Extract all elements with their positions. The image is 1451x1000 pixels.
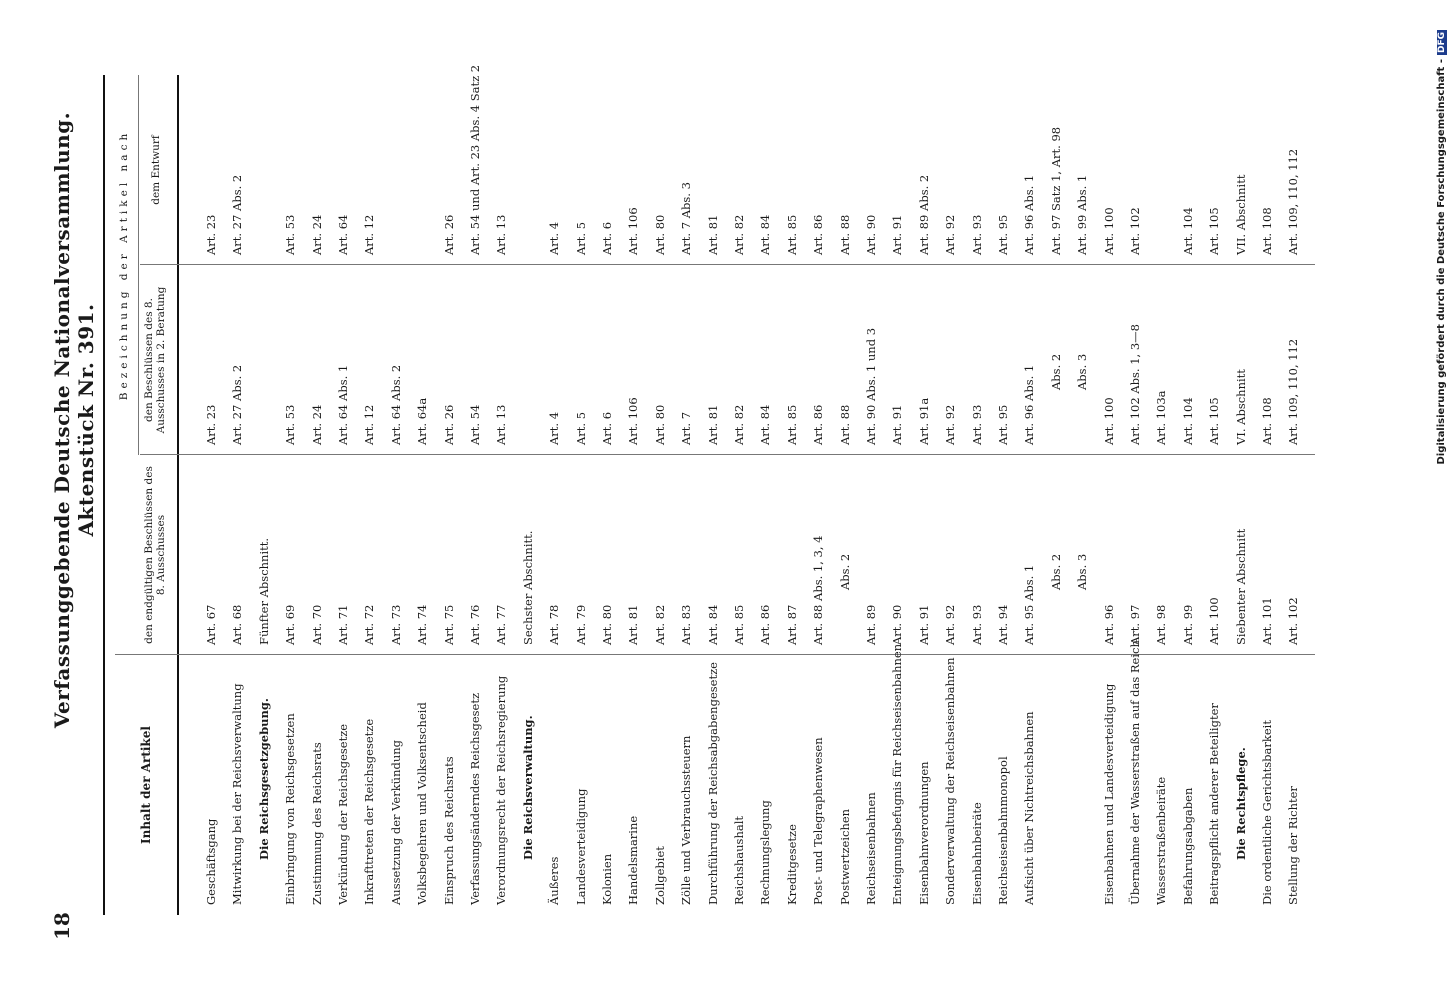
table-row [627,0,651,1000]
row-entwurf: Art. 85 [784,214,799,255]
row-endgueltig: Art. 69 [283,604,298,645]
row-endgueltig: Art. 87 [784,604,799,645]
row-2-beratung: Art. 24 [309,404,324,445]
row-2-beratung: VI. Abschnitt [1233,369,1248,445]
table-row [231,0,255,1000]
row-endgueltig: Art. 96 [1101,604,1116,645]
row-inhalt: Beitragspflicht anderer Beteiligter [1207,703,1222,905]
row-inhalt: Die Rechtspflege. [1233,747,1248,860]
row-entwurf: Art. 92 [943,214,958,255]
row-2-beratung: Art. 95 [996,404,1010,445]
row-inhalt: Inkrafttreten der Reichsgesetze [362,718,377,905]
page-number: 18 [50,912,74,940]
row-entwurf: Art. 106 [626,207,641,255]
table-row [1287,0,1311,1000]
row-entwurf: Art. 84 [758,214,773,255]
row-endgueltig: Art. 94 [996,604,1010,645]
row-2-beratung: Art. 109, 110, 112 [1286,338,1301,445]
row-2-beratung: Art. 106 [626,397,641,445]
row-endgueltig: Art. 70 [309,604,324,645]
table-row [707,0,731,1000]
row-inhalt: Die Reichsgesetzgebung. [256,698,271,860]
row-endgueltig: Art. 80 [600,604,614,645]
row-2-beratung: Art. 23 [204,404,218,445]
table-row [469,0,493,1000]
row-2-beratung: Art. 12 [362,404,377,445]
dfg-logo: DFG [1437,32,1447,54]
table-row [1261,0,1285,1000]
row-endgueltig: Abs. 3 [1075,553,1090,590]
row-entwurf: Art. 95 [996,214,1010,255]
row-endgueltig: Art. 79 [573,604,588,645]
table-row [759,0,783,1000]
row-2-beratung: Art. 92 [943,404,958,445]
row-inhalt: Einspruch des Reichsrats [441,756,456,905]
row-entwurf: Art. 88 [837,214,852,255]
row-2-beratung: Art. 81 [705,404,720,445]
row-endgueltig: Art. 73 [388,604,403,645]
table-row [1235,0,1259,1000]
table-row [575,0,599,1000]
column-header-entwurf: dem Entwurf [150,135,162,205]
row-inhalt: Postwertzeichen [837,808,852,905]
row-entwurf: Art. 7 Abs. 3 [679,182,694,255]
row-inhalt: Befahrungsabgaben [1180,787,1195,905]
row-inhalt: Sonderverwaltung der Reichseisenbahnen [943,657,958,905]
row-2-beratung: Art. 86 [811,404,826,445]
table-row [495,0,519,1000]
row-endgueltig: Art. 68 [230,604,245,645]
table-row [548,0,572,1000]
row-inhalt: Zustimmung des Reichsrats [309,742,324,905]
row-entwurf: Art. 6 [600,221,614,255]
table-row [997,0,1021,1000]
table-row [1050,0,1074,1000]
row-2-beratung: Art. 54 [468,404,482,445]
row-entwurf: Art. 23 [204,214,218,255]
row-2-beratung: Art. 64 Abs. 1 [336,364,350,445]
row-endgueltig: Art. 97 [1128,604,1142,645]
row-endgueltig: Art. 67 [204,604,218,645]
table-row [284,0,308,1000]
row-2-beratung: Art. 82 [732,404,746,445]
row-entwurf: Art. 99 Abs. 1 [1075,174,1090,255]
page-title: Verfassunggebende Deutsche Nationalversammlung. Aktenstück Nr. 391. [50,111,98,729]
row-2-beratung: Art. 26 [441,404,456,445]
row-2-beratung: Art. 91a [916,397,931,445]
row-entwurf: Art. 54 und Art. 23 Abs. 4 Satz 2 [468,64,482,255]
row-endgueltig: Fünfter Abschnitt. [256,537,271,645]
row-endgueltig: Art. 93 [969,604,984,645]
row-entwurf: Art. 89 Abs. 2 [916,174,931,255]
row-inhalt: Die Reichsverwaltung. [520,715,535,860]
row-endgueltig: Art. 77 [494,604,509,645]
row-inhalt: Die ordentliche Gerichtsbarkeit [1260,720,1274,905]
row-2-beratung: Art. 108 [1260,397,1274,445]
table-row [812,0,836,1000]
row-inhalt: Verordnungsrecht der Reichsregierung [494,675,509,905]
row-inhalt: Durchführung der Reichsabgabengesetze [705,662,720,905]
row-2-beratung: Art. 91 [890,404,905,445]
row-inhalt: Reichseisenbahnmonopol [996,756,1010,905]
row-2-beratung: Art. 90 Abs. 1 und 3 [864,327,878,445]
row-inhalt: Kreditgesetze [784,824,799,905]
row-entwurf: Art. 102 [1128,207,1142,255]
row-inhalt: Übernahme der Wasserstraßen auf das Reich [1128,640,1142,905]
row-entwurf: Art. 93 [969,214,984,255]
column-header-endgueltig: den endgültigen Beschlüssen des 8. Ausschusses [143,466,167,644]
table-row [390,0,414,1000]
row-inhalt: Eisenbahnbeiräte [969,802,984,905]
row-endgueltig: Abs. 2 [837,553,852,590]
row-inhalt: Eisenbahnverordnungen [916,761,931,905]
table-row [1076,0,1100,1000]
row-endgueltig: Art. 90 [890,604,905,645]
table-row [944,0,968,1000]
row-2-beratung: Art. 96 Abs. 1 [1022,364,1037,445]
row-inhalt: Reichseisenbahnen [864,792,878,905]
row-inhalt: Handelsmarine [626,815,641,905]
row-2-beratung: Art. 13 [494,404,509,445]
row-endgueltig: Art. 100 [1207,597,1222,645]
table-row [654,0,678,1000]
row-inhalt: Äußeres [547,856,562,905]
table-row [1155,0,1179,1000]
table-row [1103,0,1127,1000]
row-entwurf: Art. 64 [336,214,350,255]
table-row [443,0,467,1000]
row-inhalt: Kolonien [600,853,614,905]
row-inhalt: Stellung der Richter [1286,786,1301,905]
row-endgueltig: Art. 89 [864,604,878,645]
row-endgueltig: Art. 102 [1286,597,1301,645]
row-endgueltig: Art. 85 [732,604,746,645]
row-endgueltig: Abs. 2 [1048,553,1063,590]
row-2-beratung: Art. 93 [969,404,984,445]
row-2-beratung: Art. 4 [547,411,562,445]
table-row [337,0,361,1000]
side-note [1415,30,1447,750]
row-2-beratung: Art. 102 Abs. 1, 3—8 [1128,324,1142,445]
row-2-beratung: Art. 85 [784,404,799,445]
row-inhalt: Zollgebiet [652,846,667,905]
row-endgueltig: Sechster Abschnitt. [520,530,535,645]
table-row [1182,0,1206,1000]
row-inhalt: Rechnungslegung [758,800,773,905]
row-inhalt: Zölle und Verbrauchssteuern [679,735,694,905]
row-endgueltig: Art. 81 [626,604,641,645]
row-2-beratung: Art. 80 [652,404,667,445]
row-2-beratung: Art. 5 [573,411,588,445]
row-inhalt: Verkündung der Reichsgesetze [336,723,350,905]
row-2-beratung: Art. 64 Abs. 2 [388,364,403,445]
row-entwurf: Art. 109, 110, 112 [1286,148,1301,255]
table-row [205,0,229,1000]
row-entwurf: Art. 91 [890,214,905,255]
row-2-beratung: Art. 88 [837,404,852,445]
row-entwurf: Art. 96 Abs. 1 [1022,174,1037,255]
row-endgueltig: Art. 74 [415,604,430,645]
row-endgueltig: Art. 95 Abs. 1 [1022,564,1037,645]
row-endgueltig: Art. 84 [705,604,720,645]
row-2-beratung: Art. 27 Abs. 2 [230,364,245,445]
table-row [680,0,704,1000]
table-row [733,0,757,1000]
row-endgueltig: Art. 101 [1260,597,1274,645]
row-inhalt: Aufsicht über Nichtreichsbahnen [1022,711,1037,905]
row-inhalt: Wasserstraßenbeiräte [1154,776,1169,905]
table-row [363,0,387,1000]
row-entwurf: Art. 4 [547,221,562,255]
row-endgueltig: Art. 86 [758,604,773,645]
table-row [258,0,282,1000]
row-endgueltig: Art. 83 [679,604,694,645]
row-entwurf: Art. 100 [1101,207,1116,255]
row-endgueltig: Siebenter Abschnitt [1233,528,1248,645]
column-header-group: Bezeichnung der Artikel nach [118,129,130,401]
table-row [865,0,889,1000]
row-2-beratung: Art. 7 [679,411,694,445]
row-entwurf: Art. 24 [309,214,324,255]
row-endgueltig: Art. 78 [547,604,562,645]
table-row [416,0,440,1000]
table-row [601,0,625,1000]
group-header-rule [138,75,139,455]
row-entwurf: Art. 27 Abs. 2 [230,174,245,255]
row-entwurf: Art. 53 [283,214,298,255]
row-entwurf: Art. 5 [573,221,588,255]
row-entwurf: Art. 104 [1180,207,1195,255]
table-row [311,0,335,1000]
row-2-beratung: Art. 53 [283,404,298,445]
row-endgueltig: Art. 91 [916,604,931,645]
row-inhalt: Einbringung von Reichsgesetzen [283,713,298,905]
column-header-rule [177,75,179,915]
row-entwurf: Art. 90 [864,214,878,255]
row-endgueltig: Art. 88 Abs. 1, 3, 4 [811,535,826,645]
row-inhalt: Aussetzung der Verkündung [388,739,403,905]
table-row [1023,0,1047,1000]
row-inhalt: Post- und Telegraphenwesen [811,737,826,905]
row-endgueltig: Art. 72 [362,604,377,645]
row-entwurf: Art. 26 [441,214,456,255]
row-endgueltig: Art. 82 [652,604,667,645]
row-inhalt: Eisenbahnen und Landesverteidigung [1101,683,1116,905]
table-row [522,0,546,1000]
row-entwurf: Art. 81 [705,214,720,255]
column-header-2-beratung: den Beschlüssen des 8. Ausschusses in 2. Beratung [143,286,167,434]
row-2-beratung: Abs. 3 [1075,353,1090,390]
row-entwurf: Art. 80 [652,214,667,255]
row-endgueltig: Art. 99 [1180,604,1195,645]
row-inhalt: Reichshaushalt [732,815,746,905]
row-inhalt: Geschäftsgang [204,818,218,905]
row-entwurf: Art. 105 [1207,207,1222,255]
column-header-inhalt: Inhalt der Artikel [139,726,153,844]
row-2-beratung: Art. 103a [1154,390,1169,445]
row-endgueltig: Art. 98 [1154,604,1169,645]
header-rule [103,75,105,915]
page-header [50,60,98,940]
row-2-beratung: Abs. 2 [1048,353,1063,390]
row-2-beratung: Art. 6 [600,411,614,445]
row-entwurf: Art. 97 Satz 1, Art. 98 [1048,126,1063,255]
row-inhalt: Enteignungsbefugnis für Reichseisenbahnen [890,643,905,905]
table-row [971,0,995,1000]
row-inhalt: Verfassungsänderndes Reichsgesetz [468,692,482,905]
row-entwurf: Art. 13 [494,214,509,255]
row-entwurf: VII. Abschnitt [1233,174,1248,255]
row-endgueltig: Art. 76 [468,604,482,645]
row-2-beratung: Art. 100 [1101,397,1116,445]
row-entwurf: Art. 108 [1260,207,1274,255]
row-entwurf: Art. 12 [362,214,377,255]
row-2-beratung: Art. 64a [415,397,430,445]
row-endgueltig: Art. 71 [336,604,350,645]
row-inhalt: Landesverteidigung [573,788,588,905]
row-entwurf: Art. 86 [811,214,826,255]
side-note-text: Digitalisierung gefördert durch die Deutsche Forschungsgemeinschaft - [1436,59,1447,465]
table-row [1129,0,1153,1000]
table-row [839,0,863,1000]
table-row [918,0,942,1000]
row-2-beratung: Art. 84 [758,404,773,445]
row-2-beratung: Art. 105 [1207,397,1222,445]
table-row [786,0,810,1000]
row-endgueltig: Art. 75 [441,604,456,645]
row-2-beratung: Art. 104 [1180,397,1195,445]
table-row [891,0,915,1000]
row-inhalt: Volksbegehren und Volksentscheid [415,702,430,905]
row-endgueltig: Art. 92 [943,604,958,645]
row-entwurf: Art. 82 [732,214,746,255]
row-inhalt: Mitwirkung bei der Reichsverwaltung [230,683,245,905]
table-row [1208,0,1232,1000]
